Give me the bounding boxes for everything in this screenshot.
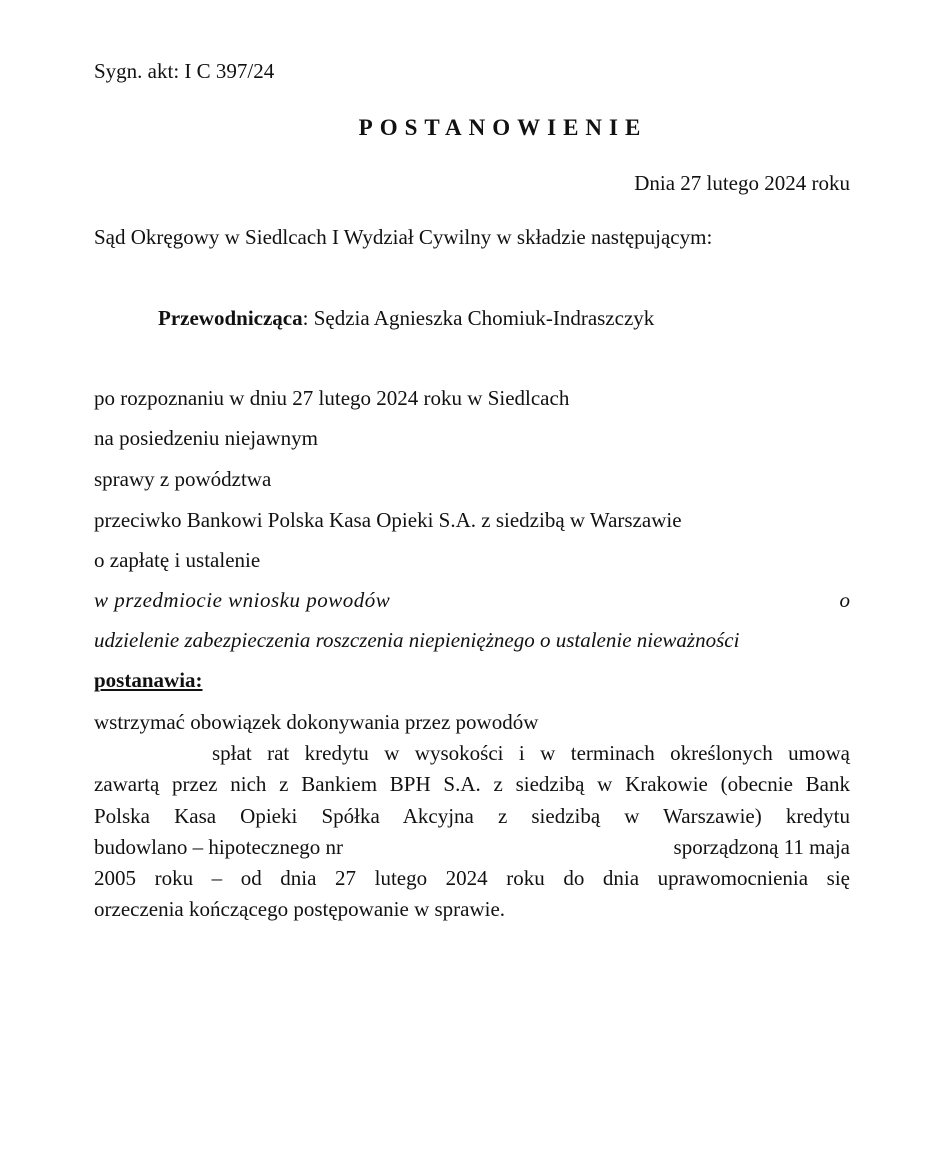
presiding-judge [158, 306, 654, 331]
presiding-judge-label: Przewodnicząca [158, 306, 303, 330]
ruling-paragraph [94, 707, 850, 925]
document-date: Dnia 27 lutego 2024 roku [634, 171, 850, 195]
claimant-line: sprawy z powództwa [94, 467, 272, 491]
defendant-line: przeciwko Bankowi Polska Kasa Opieki S.A. z siedzibą w Warszawie [94, 508, 682, 532]
case-reference: Sygn. akt: I C 397/24 [94, 59, 275, 83]
motion-line-start: w przedmiocie wniosku powodów [94, 588, 391, 612]
ruling-line: wstrzymać obowiązek dokonywania przez powodów [94, 710, 539, 734]
presiding-judge-name: : Sędzia Agnieszka Chomiuk-Indraszczyk [302, 306, 655, 330]
claim-subject-line: o zapłatę i ustalenie [94, 548, 261, 572]
hearing-line: po rozpoznaniu w dniu 27 lutego 2024 roku w Siedlcach [94, 386, 570, 410]
motion-line-continued: udzielenie zabezpieczenia roszczenia niepieniężnego o ustalenie nieważności [94, 628, 740, 652]
document-title: POSTANOWIENIE [358, 115, 648, 140]
ruling-line: orzeczenia kończącego postępowanie w sprawie. [94, 897, 506, 922]
session-type-line: na posiedzeniu niejawnym [94, 426, 318, 450]
ruling-line: Polska Kasa Opieki Spółka Akcyjna z siedzibą w Warszawie) kredytu [94, 803, 850, 828]
ruling-line [94, 832, 850, 863]
motion-line [94, 588, 850, 613]
loan-date: sporządzoną 11 maja [673, 834, 850, 859]
ruling-line: spłat rat kredytu w wysokości i w terminach określonych umową [212, 741, 850, 766]
decision-heading: postanawia: [94, 668, 203, 692]
ruling-line: zawartą przez nich z Bankiem BPH S.A. z siedzibą w Krakowie (obecnie Bank [94, 772, 850, 797]
ruling-line: 2005 roku – od dnia 27 lutego 2024 roku do dnia uprawomocnienia się [94, 865, 850, 890]
loan-number-label: budowlano – hipotecznego nr [94, 834, 344, 859]
court-composition: Sąd Okręgowy w Siedlcach I Wydział Cywilny w składzie następującym: [94, 225, 713, 249]
motion-line-end: o [839, 588, 850, 612]
